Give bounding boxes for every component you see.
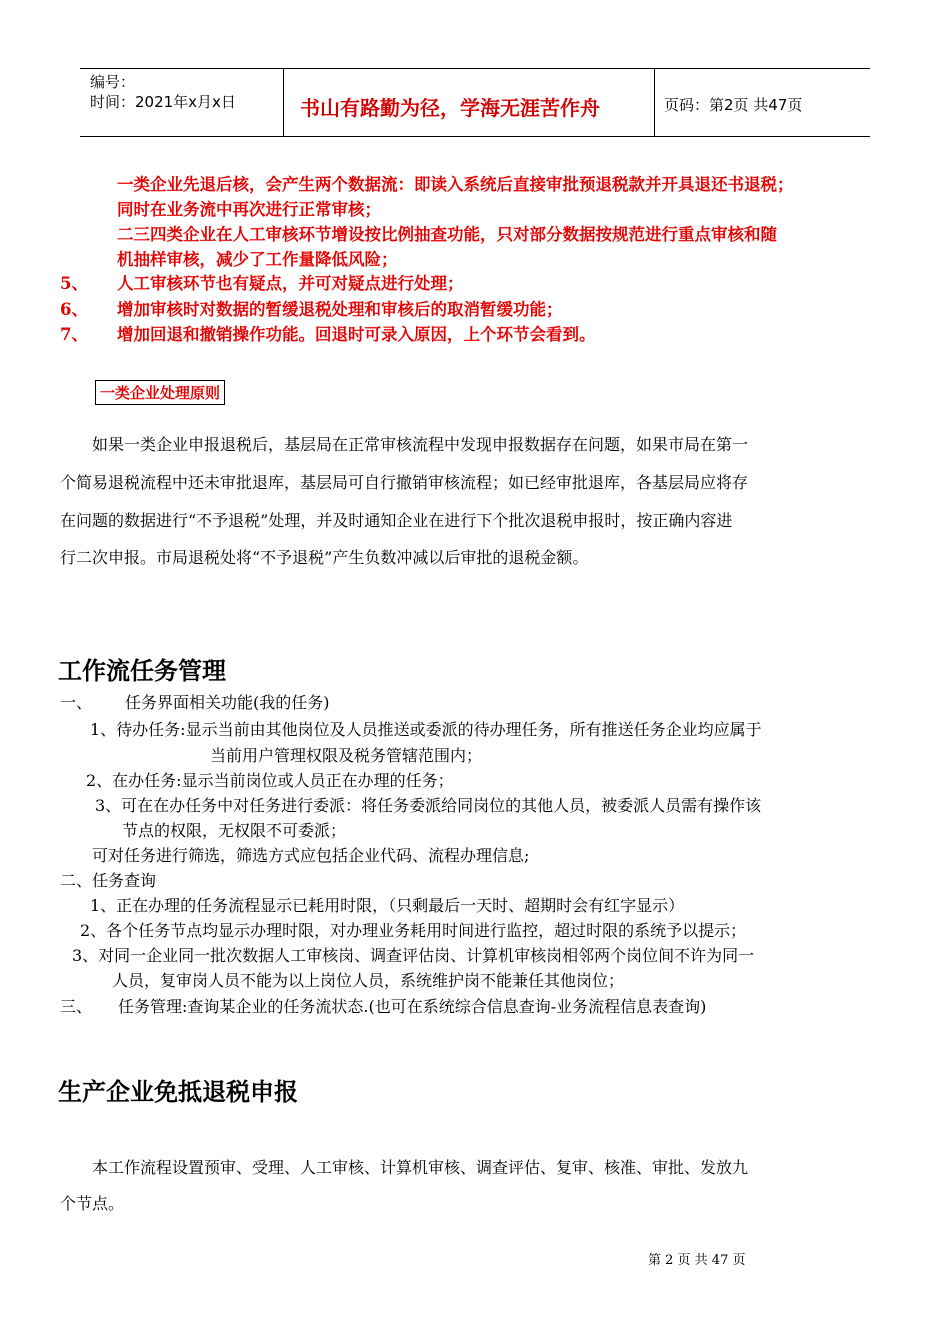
header-page-number: 页码：第2页 共47页 (664, 96, 803, 114)
workflow-s2-item3b: 人员，复审岗人员不能为以上岗位人员，系统维护岗不能兼任其他岗位； (112, 971, 625, 990)
header-code: 编号： (90, 73, 136, 91)
principle-line-4: 行二次申报。市局退税处将“不予退税”产生负数冲减以后审批的退税金额。 (60, 548, 589, 567)
header-meta (90, 72, 236, 112)
workflow-s2-item1: 1、正在办理的任务流程显示已耗用时限，（只剩最后一天时、超期时会有红字显示） (90, 896, 685, 915)
workflow-s2-title: 二、任务查询 (60, 871, 157, 890)
header-top-border (80, 68, 870, 69)
workflow-s1-item3b: 节点的权限，无权限不可委派； (122, 821, 347, 840)
workflow-s2-item3a: 3、对同一企业同一批次数据人工审核岗、调查评估岗、计算机审核岗相邻两个岗位间不许为同一 (72, 946, 755, 965)
red-line-1: 一类企业先退后核，会产生两个数据流：即读入系统后直接审批预退税款并开具退还书退税； (117, 175, 794, 194)
production-line-1: 本工作流程设置预审、受理、人工审核、计算机审核、调查评估、复审、核准、审批、发放九 (92, 1158, 749, 1177)
red-line-2: 同时在业务流中再次进行正常审核； (117, 200, 381, 219)
workflow-heading: 工作流任务管理 (58, 657, 226, 685)
red-item-7-num: 7、 (60, 325, 88, 344)
workflow-s3-num: 三、 (60, 997, 93, 1016)
red-line-4: 机抽样审核，减少了工作量降低风险； (117, 250, 398, 269)
header-bottom-border (80, 136, 870, 137)
workflow-s1-item1b: 当前用户管理权限及税务管辖范围内； (210, 746, 483, 765)
red-item-6-num: 6、 (60, 300, 88, 319)
workflow-s1-item2: 2、在办任务:显示当前岗位或人员正在办理的任务； (86, 771, 454, 790)
workflow-s1-item4: 可对任务进行筛选，筛选方式应包括企业代码、流程办理信息; (92, 846, 530, 865)
red-item-7-text: 增加回退和撤销操作功能。回退时可录入原因，上个环节会看到。 (117, 325, 596, 344)
principle-line-1: 如果一类企业申报退税后，基层局在正常审核流程中发现申报数据存在问题，如果市局在第一 (92, 435, 749, 454)
workflow-s1-item1a: 1、待办任务:显示当前由其他岗位及人员推送或委派的待办理任务，所有推送任务企业均应属于 (90, 720, 762, 739)
header-motto: 书山有路勤为径，学海无涯苦作舟 (300, 96, 600, 120)
workflow-s1-num: 一、 (60, 693, 93, 712)
principle-line-3: 在问题的数据进行“不予退税”处理，并及时通知企业在进行下个批次退税申报时，按正确内容进 (60, 511, 733, 530)
header-date: 时间：2021年x月x日 (90, 93, 236, 111)
workflow-s3-text: 任务管理:查询某企业的任务流状态.(也可在系统综合信息查询-业务流程信息表查询) (118, 997, 707, 1016)
red-item-6-text: 增加审核时对数据的暂缓退税处理和审核后的取消暂缓功能； (117, 300, 563, 319)
workflow-s2-item2: 2、各个任务节点均显示办理时限，对办理业务耗用时间进行监控，超过时限的系统予以提示； (80, 921, 747, 940)
footer-page-number: 第 2 页 共 47 页 (648, 1253, 746, 1268)
production-heading: 生产企业免抵退税申报 (58, 1078, 298, 1106)
workflow-s1-item3a: 3、可在在办任务中对任务进行委派：将任务委派给同岗位的其他人员，被委派人员需有操作该 (95, 796, 762, 815)
production-line-2: 个节点。 (60, 1194, 125, 1213)
workflow-s1-title: 任务界面相关功能(我的任务) (125, 693, 330, 712)
header-divider-left (283, 68, 284, 137)
principle-line-2: 个简易退税流程中还未审批退库，基层局可自行撤销审核流程；如已经审批退库，各基层局应将存 (60, 473, 749, 492)
red-item-5-text: 人工审核环节也有疑点，并可对疑点进行处理； (117, 274, 464, 293)
red-item-5-num: 5、 (60, 274, 88, 293)
header-divider-right (654, 68, 655, 137)
principle-title: 一类企业处理原则 (95, 380, 225, 405)
red-line-3: 二三四类企业在人工审核环节增设按比例抽查功能，只对部分数据按规范进行重点审核和随 (117, 225, 777, 244)
